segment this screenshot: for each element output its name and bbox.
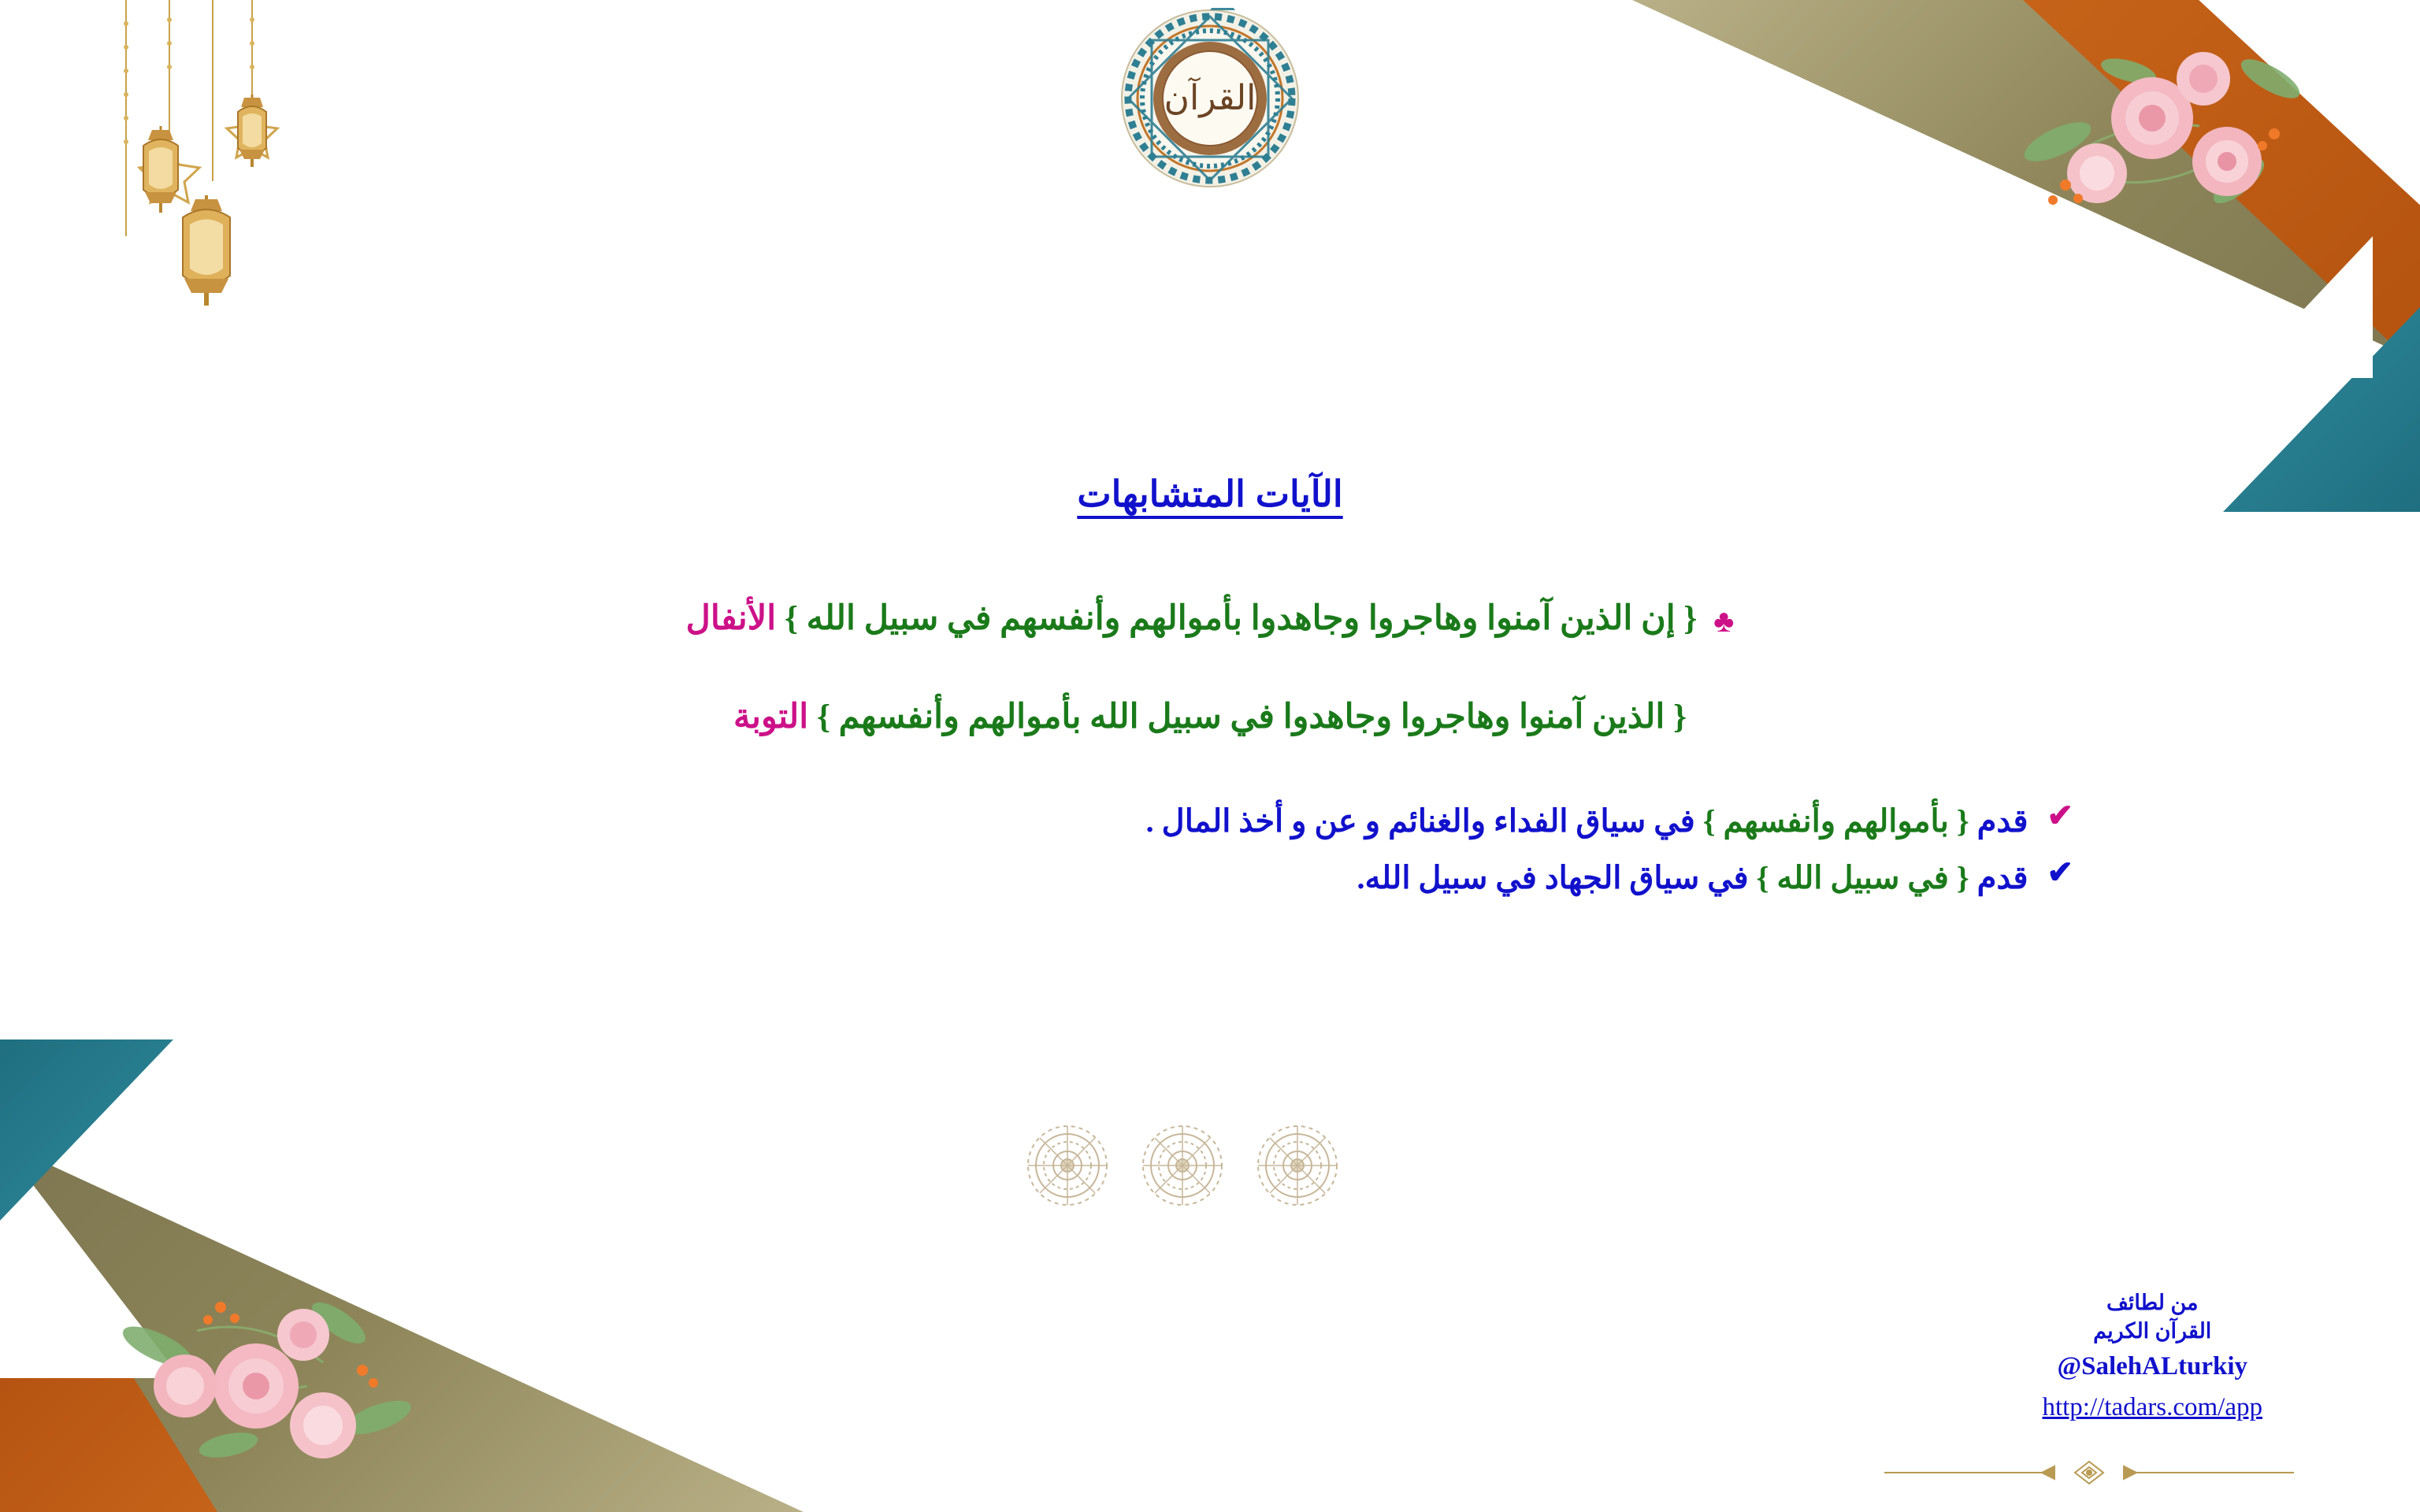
floral-decoration-top-right [2002,24,2333,260]
footer-line-2: القرآن الكريم [2093,1319,2212,1343]
sura-name-1: الأنفال [685,600,777,637]
author-handle: @SalehALturkiy [2057,1351,2248,1380]
note-prefix-1: قدم [1969,802,2028,839]
rosette-icon [1139,1122,1226,1209]
ornament-rosettes-row [1024,1122,1341,1209]
medallion-label: القرآن [1164,79,1256,117]
note-quote-2: { في سبيل الله } [1756,859,1969,895]
list-item [347,855,2073,901]
note-quote-1: { بأموالهم وأنفسهم } [1702,802,1969,839]
note-suffix-2: في سياق الجهاد في سبيل الله. [1357,859,1757,895]
ayah-line-2 [0,692,2420,743]
slide-content [0,472,2420,912]
note-suffix-1: في سياق الفداء والغنائم و عن و أخذ المال . [1145,802,1703,839]
page-title: الآيات المتشابهات [1077,473,1343,514]
ayah-text-2: { الذين آمنوا وهاجروا وجاهدوا في سبيل الله بأموالهم وأنفسهم } [816,699,1687,736]
check-icon: ✔ [2047,854,2073,890]
hanging-lanterns-decoration [95,0,331,504]
ayah-line-1 [0,594,2420,645]
quran-medallion-icon [1072,8,1348,205]
bottom-left-teal-band [0,1040,173,1221]
app-link[interactable]: http://tadars.com/app [2042,1393,2262,1422]
bottom-divider-ornament [1884,1457,2294,1488]
sura-name-2: التوبة [733,699,809,736]
rosette-icon [1254,1122,1341,1209]
note-text-2 [1357,855,2028,901]
rosette-icon [1024,1122,1111,1209]
note-text-1 [1146,799,2028,844]
club-bullet-icon: ♣ [1713,603,1735,639]
ayah-text-1: { إن الذين آمنوا وهاجروا وجاهدوا بأموالهم وأنفسهم في سبيل الله } [784,600,1698,637]
list-item [347,799,2073,844]
floral-decoration-bottom-left [102,1252,441,1488]
check-icon: ✔ [2047,797,2073,833]
footer-credit [2042,1288,2262,1425]
note-prefix-2: قدم [1969,859,2028,895]
notes-list [0,799,2420,901]
footer-line-1: من لطائف [2106,1291,2199,1315]
